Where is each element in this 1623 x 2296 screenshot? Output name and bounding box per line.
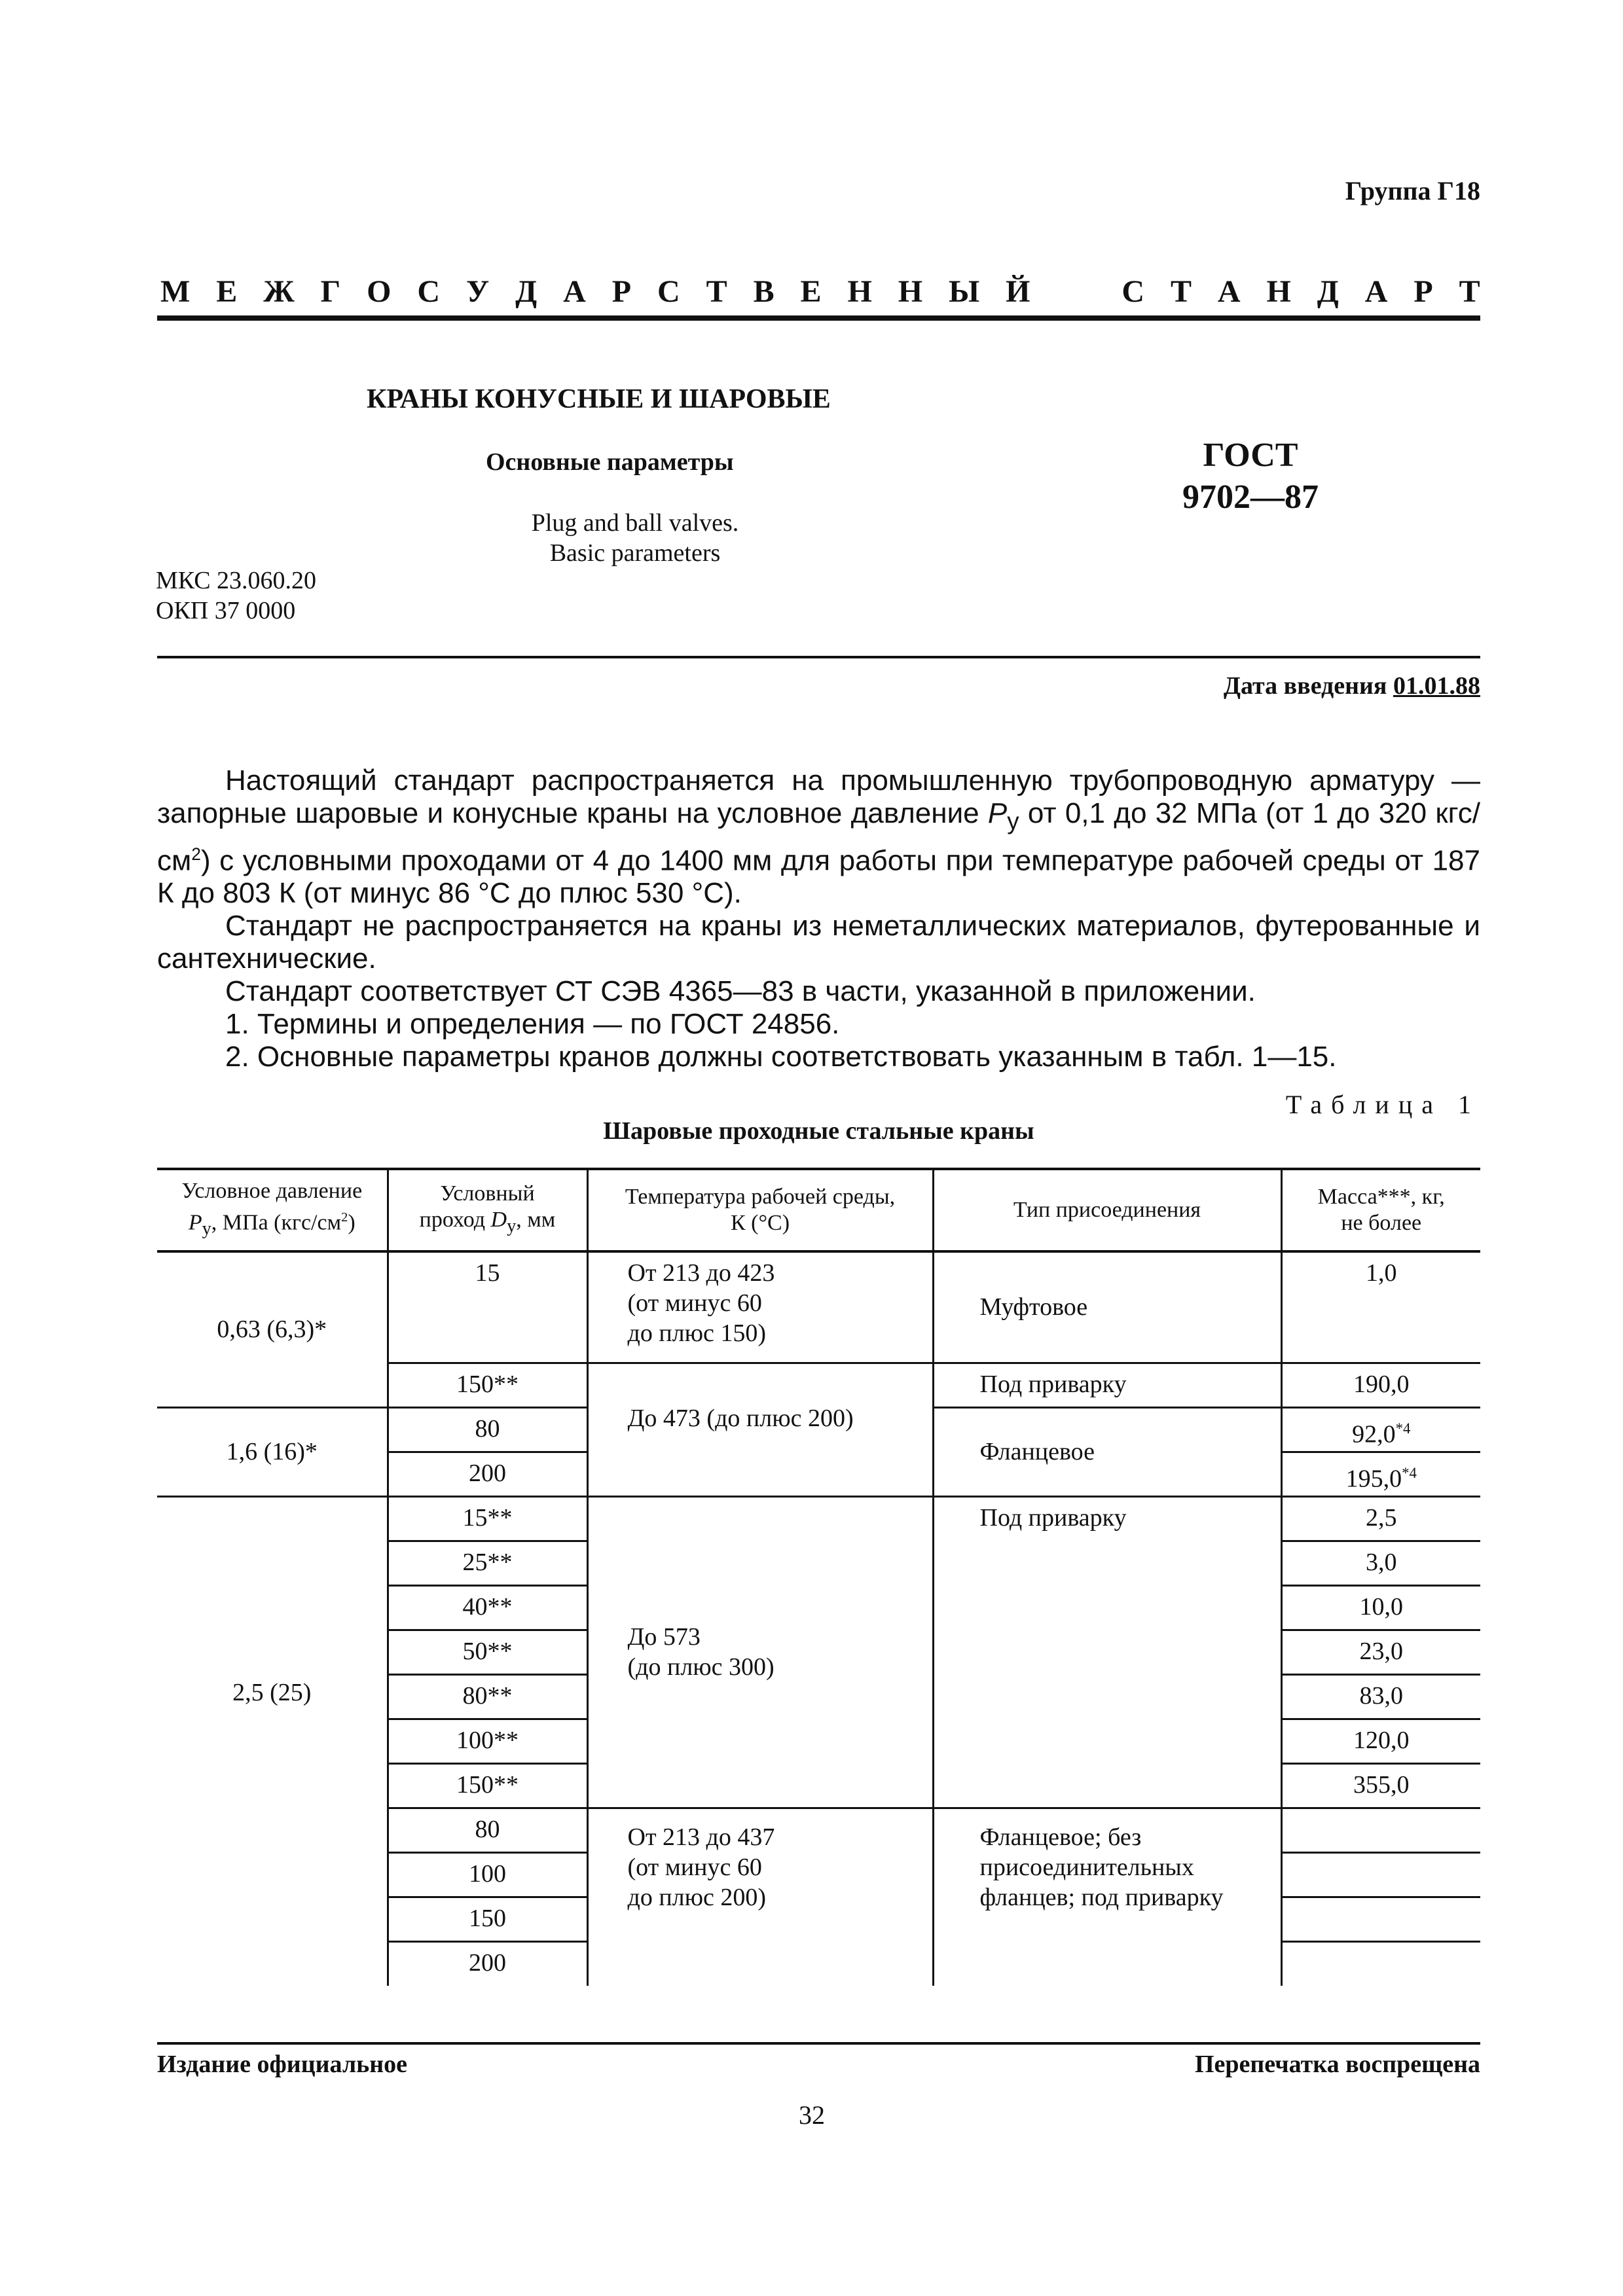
connection-cell: Под приварку — [933, 1363, 1281, 1407]
connection-cell: Муфтовое — [933, 1251, 1281, 1363]
temperature-cell: От 213 до 423 (от минус 60 до плюс 150) — [587, 1251, 933, 1363]
paragraph-terms: 1. Термины и определения — по ГОСТ 24856. — [225, 1008, 840, 1041]
pressure-cell: 0,63 (6,3)* — [217, 1316, 327, 1344]
bore-cell: 200 — [388, 1941, 587, 1986]
date-value: 01.01.88 — [1393, 672, 1480, 700]
bore-cell: 40** — [388, 1585, 587, 1630]
gost-label: ГОСТ — [1203, 437, 1298, 474]
temperature-cell: От 213 до 437 (от минус 60 до плюс 200) — [587, 1808, 933, 1986]
date-label: Дата введения — [1223, 672, 1387, 700]
document-title: КРАНЫ КОНУСНЫЕ И ШАРОВЫЕ — [367, 384, 831, 414]
bore-cell: 25** — [388, 1541, 587, 1585]
mass-cell: 190,0 — [1281, 1363, 1480, 1407]
table-row — [157, 1251, 1480, 1363]
mass-cell-empty — [1281, 1852, 1480, 1897]
mass-cell-empty — [1281, 1808, 1480, 1852]
connection-cell: Фланцевое; без присоединительных фланцев; под приварку — [933, 1808, 1281, 1986]
bore-cell: 150** — [388, 1363, 587, 1407]
gost-code: 9702—87 — [1182, 478, 1319, 516]
paragraph-scope: Настоящий стандарт распространяется на промышленную трубопроводную арматуру — запорные шаровые и конусные краны на условное давление $P_у$ от 0,1 до 32 МПа (от 1 до 320 кгс/$см^2$) с условными проходами от 4 до 1400 мм для работы при температуре рабочей среды от 187 К до 803 К (от минус 86 °С до плюс 530 °С). — [157, 764, 1480, 910]
gost-number — [1139, 435, 1362, 518]
header-connection: Тип присоединения — [933, 1169, 1281, 1251]
mass-cell: 355,0 — [1281, 1763, 1480, 1808]
document-subtitle: Основные параметры — [486, 448, 734, 476]
bore-cell: 50** — [388, 1630, 587, 1674]
bore-cell: 15** — [388, 1496, 587, 1541]
header-mass: Масса***, кг, не более — [1281, 1169, 1480, 1251]
mass-cell: 10,0 — [1281, 1585, 1480, 1630]
paragraph-parameters: 2. Основные параметры кранов должны соответствовать указанным в табл. 1—15. — [225, 1041, 1337, 1073]
reprint-notice: Перепечатка воспрещена — [1194, 2051, 1480, 2078]
temperature-cell: До 573 (до плюс 300) — [587, 1496, 933, 1808]
paragraph-exclusions: Стандарт не распространяется на краны из неметаллических материалов, футерованные и сантехнические. — [157, 910, 1480, 975]
standard-type-heading: М Е Ж Г О С У Д А Р С Т В Е Н Н Ы Й С Т А Н Д А Р Т — [160, 274, 1480, 309]
pressure-cell: 2,5 (25) — [157, 1496, 388, 1986]
bore-cell: 100 — [388, 1852, 587, 1897]
bore-cell: 150 — [388, 1897, 587, 1941]
body-text — [157, 764, 1480, 1073]
table-row — [157, 1496, 1480, 1541]
footer-rule — [157, 2042, 1480, 2045]
mass-cell-empty — [1281, 1941, 1480, 1986]
bore-cell: 80 — [388, 1407, 587, 1452]
bore-cell: 100** — [388, 1719, 587, 1763]
mass-cell: 3,0 — [1281, 1541, 1480, 1585]
connection-cell: Под приварку — [933, 1496, 1281, 1808]
mass-cell: 23,0 — [1281, 1630, 1480, 1674]
header-bore: Условный проход $D_у$, мм — [388, 1169, 587, 1251]
header-rule — [157, 315, 1480, 321]
bore-cell: 200 — [388, 1452, 587, 1496]
pressure-cell: 1,6 (16)* — [157, 1407, 388, 1496]
mass-cell: 1,0 — [1281, 1251, 1480, 1363]
mass-cell-empty — [1281, 1897, 1480, 1941]
parameters-table — [157, 1168, 1480, 1986]
bore-cell: 80** — [388, 1674, 587, 1719]
table-number: Таблица 1 — [1285, 1090, 1480, 1119]
mass-cell: 92,0$^{*4}$ — [1281, 1407, 1480, 1452]
paragraph-sev: Стандарт соответствует СТ СЭВ 4365—83 в части, указанной в приложении. — [225, 975, 1256, 1008]
mks-code: МКС 23.060.20 — [156, 567, 317, 594]
mass-cell: 120,0 — [1281, 1719, 1480, 1763]
introduction-date — [1224, 672, 1480, 700]
english-title-line1: Plug and ball valves. — [531, 509, 739, 537]
group-label: Группа Г18 — [1345, 176, 1480, 206]
mass-cell: 2,5 — [1281, 1496, 1480, 1541]
header-pressure: Условное давление $P_у$, МПа $(кгс/см^2)$ — [157, 1169, 388, 1251]
english-title — [471, 508, 799, 568]
header-temperature: Температура рабочей среды, К (°С) — [587, 1169, 933, 1251]
bore-cell: 150** — [388, 1763, 587, 1808]
connection-cell: Фланцевое — [933, 1407, 1281, 1496]
table-title: Шаровые проходные стальные краны — [603, 1117, 1034, 1145]
mass-cell: 195,0$^{*4}$ — [1281, 1452, 1480, 1496]
okp-code: ОКП 37 0000 — [156, 597, 296, 624]
classification-codes — [156, 565, 316, 626]
page-number: 32 — [799, 2100, 825, 2130]
bore-cell: 80 — [388, 1808, 587, 1852]
english-title-line2: Basic parameters — [549, 539, 721, 567]
edition-label: Издание официальное — [157, 2051, 408, 2078]
temperature-cell: До 473 (до плюс 200) — [587, 1363, 933, 1496]
mass-cell: 83,0 — [1281, 1674, 1480, 1719]
table-header-row — [157, 1169, 1480, 1251]
title-rule — [157, 656, 1480, 658]
bore-cell: 15 — [388, 1251, 587, 1363]
